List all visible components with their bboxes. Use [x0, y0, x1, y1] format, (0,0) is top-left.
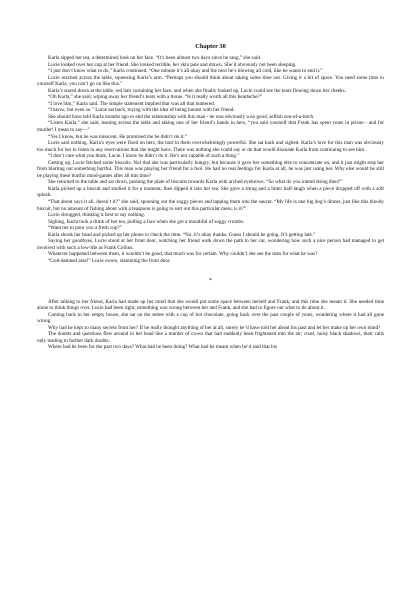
paragraph: Lucie reached across the table, squeezing Karla’s arm. “Perhaps you should think about taking some time out. Giving it a bit of space. You need some time to yourself Karla, you can’t go on like this.”	[37, 74, 384, 88]
paragraph: “I don’t care what you think, Lucie. I know he didn’t do it. He’s not capable of such a thing.”	[48, 153, 240, 160]
paragraph: “I just don’t know what to do,” Karla continued. “One minute it’s all okay and the next he’s blowing all cold, like he wants to end it.”	[48, 68, 323, 75]
paragraph: The doubts and questions flew around in her head like a murder of crows that had suddenly been frightened into the air; cruel, noisy black shadows, their calls only leading to further dark doubts.	[37, 331, 384, 344]
paragraph: Why had he kept so many secrets from her? If he really thought anything of her at all, surely he’d have told her about his past and let her make up her own mind?	[48, 324, 381, 331]
paragraph: Sighing, Karla took a drink of her tea, pulling a face when she got a mouthful of soggy crumbs.	[48, 218, 245, 225]
text-section-1	[37, 55, 384, 265]
paragraph: Getting up, Lucie fetched some biscuits. Not that she was particularly hungry, but because it gave her something else to concentrate on, and it just might stop her from blurting out something hurtful. This man was playing her friend for a fool. He had no real feelings for Karla at all, he was just using her. Why else would he still be playing these hurtful mind-games after all this time?	[37, 159, 384, 179]
paragraph: Karla sipped her tea, a determined look on her face. “It’s been almost two days since he rang,” she said.	[48, 55, 262, 61]
paragraph: “God-damned arse!” Lucie swore, slamming the front door.	[48, 257, 171, 264]
paragraph: Lucie shrugged, thinking it best to say nothing.	[48, 212, 145, 219]
paragraph: “Oh Karla,” she said, wiping away her friend’s tears with a tissue. “Is it really worth all this heartache?”	[48, 94, 262, 101]
paragraph: After talking to her friend, Karla had made up her mind that she would put some space between herself and Frank, and this time she meant it. She needed time alone to think things over. Lucie had been right, something was wrong between her and Frank, and she had to figure out what to do about it.	[37, 298, 384, 312]
paragraph: “That about says it all, doesn’t it?” she said, spooning out the soggy pieces and tapping them into the saucer. “My life is one big dog’s dinner, just like this bloody biscuit, but no amount of fishing about with a teaspoon is going to sort out this particular mess, is it?”	[37, 199, 384, 212]
paragraph: Lucie said nothing. Karla’s eyes were fixed on hers, the hurt in them overwhelmingly powerful. She sat back and sighed. Karla’s love for this man was obviously too much for her to listen to any reservations that she might have. There was nothing she could say or do that would dissuade Karla from continuing to see him.	[37, 140, 384, 153]
section-separator: *	[209, 277, 212, 284]
paragraph: She should have told Karla months ago to end the relationship with this man - he was obviously a no good, selfish son-of-a-bitch.	[48, 113, 315, 120]
paragraph: Saying her goodbyes, Lucie stood at her front door, watching her friend walk down the path to her car, wondering how such a nice person had managed to get involved with such a low-life as Frank Collins.	[37, 238, 384, 251]
paragraph: Where had he been for the past two days? What had he been doing? What had he meant when he’d said that his	[48, 344, 278, 351]
paragraph: “I love him,” Karla said. The simple statement implied that was all that mattered.	[48, 100, 215, 107]
paragraph: Lucie looked over her cup at her friend. She looked terrible, her skin pale and drawn. She’d obviously not been sleeping.	[48, 61, 297, 68]
paragraph: Whatever happened between them, it wouldn’t be good, that much was for certain. Why couldn’t she see the man for what he was?	[48, 251, 318, 258]
paragraph: Karla picked up a biscuit and studied it for a moment, then dipped it into her tea. She gave a shrug and a bitter half-laugh when a piece dropped off with a soft splosh.	[37, 185, 384, 199]
paragraph: “Yes I know, but he was innocent. He promised me he didn’t do it.”	[48, 133, 187, 140]
paragraph: Karla’s stared down at the table, red hair curtaining her face, and when she finally looked up, Lucie could see the tears flowing down her cheeks.	[48, 87, 346, 94]
paragraph: Karla shook her head and picked up her phone to check the time. “No, it’s okay thanks. Guess I should be going. It’s getting late.”	[48, 231, 316, 238]
paragraph: “Want me to pour you a fresh cup?”	[48, 225, 122, 232]
paragraph: “I know, but even so.” Lucie sat back, toying with the idea of being honest with her friend.	[48, 107, 235, 114]
paragraph: She returned to the table and sat down, pushing the plate of biscuits towards Karla with arched eyebrows. “So what do you intend doing then?”	[48, 179, 343, 186]
text-section-2	[37, 299, 384, 351]
chapter-title: Chapter 30	[195, 43, 226, 50]
paragraph: Coming back to her empty house, she sat on the settee with a cup of hot chocolate, going back over the past couple of years, wondering where it had all gone wrong.	[37, 311, 384, 325]
paragraph: “Listen Karla,” she said, leaning across the table and taking one of her friend’s hands in hers, “you said yourself that Frank has spent years in prison - and for murder! I mean to say—”	[37, 120, 384, 134]
